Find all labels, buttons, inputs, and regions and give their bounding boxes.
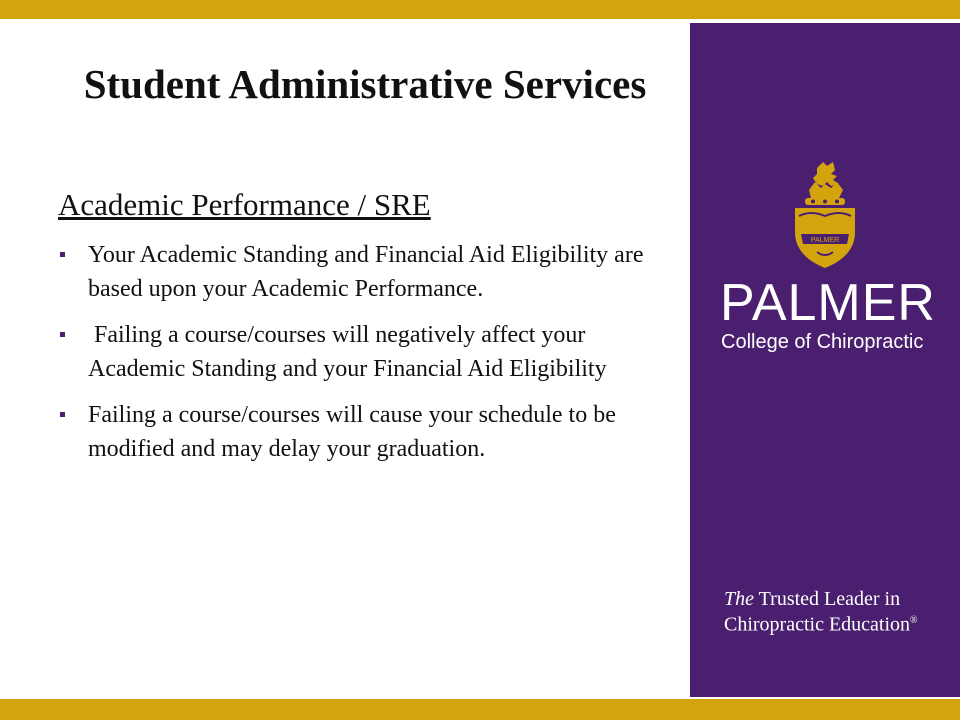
brand-subtitle: College of Chiropractic bbox=[721, 331, 924, 353]
tagline-rest: Trusted Leader in bbox=[758, 588, 901, 610]
tagline-line-2 bbox=[724, 610, 918, 636]
bullet-item bbox=[58, 318, 668, 386]
tagline-line-1 bbox=[724, 588, 918, 610]
bullet-item bbox=[58, 398, 668, 466]
slide-subtitle: Academic Performance / SRE bbox=[58, 187, 431, 222]
bullet-text: Failing a course/courses will negatively affect your Academic Standing and your Financial Aid Eligibility bbox=[88, 322, 607, 382]
slide-title: Student Administrative Services bbox=[83, 61, 647, 107]
tagline-line-2-text: Chiropractic Education bbox=[724, 613, 911, 636]
brand-panel bbox=[690, 23, 960, 697]
bottom-accent-bar bbox=[0, 699, 960, 720]
palmer-crest-icon bbox=[787, 160, 863, 270]
bullet-text: Your Academic Standing and Financial Aid Eligibility are based upon your Academic Performance. bbox=[88, 242, 644, 302]
square-bullet-icon bbox=[60, 332, 65, 337]
tagline-the: The bbox=[724, 588, 754, 610]
square-bullet-icon bbox=[60, 252, 65, 257]
bullet-list bbox=[58, 238, 668, 478]
registered-mark: ® bbox=[910, 615, 918, 626]
svg-text:PALMER: PALMER bbox=[810, 237, 840, 244]
top-accent-bar bbox=[0, 0, 960, 19]
bullet-text: Failing a course/courses will cause your schedule to be modified and may delay your graduation. bbox=[88, 402, 616, 462]
square-bullet-icon bbox=[60, 412, 65, 417]
bullet-item bbox=[58, 238, 668, 306]
tagline bbox=[724, 588, 918, 636]
brand-name: PALMER bbox=[720, 274, 936, 332]
